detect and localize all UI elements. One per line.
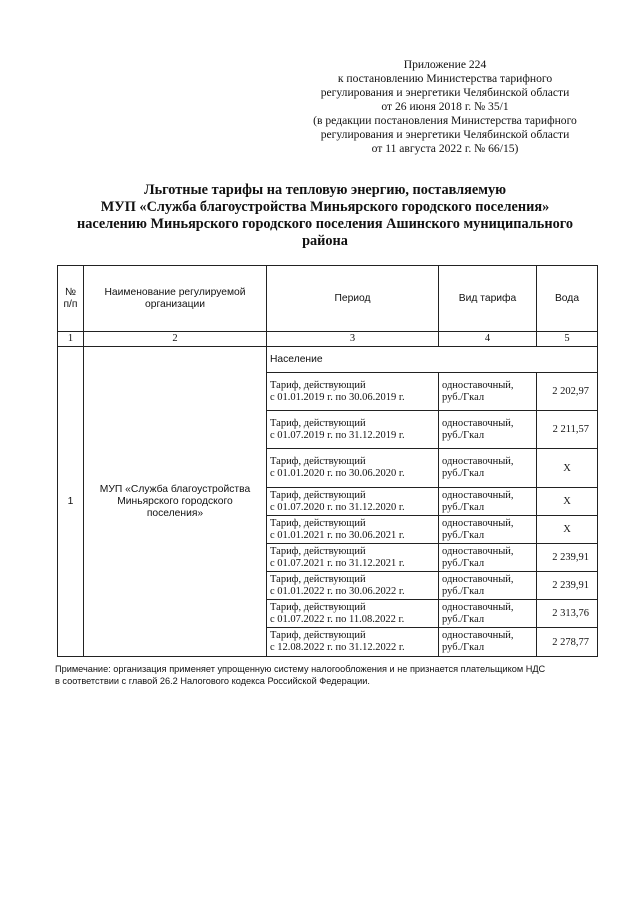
tariff-kind-line: одноставочный,: [442, 489, 514, 501]
tariff-kind-line: руб./Гкал: [442, 501, 485, 513]
tariff-kind-cell: [439, 572, 537, 600]
column-number: 3: [267, 332, 439, 347]
water-value: 2 239,91: [537, 572, 598, 600]
row-index: 1: [58, 347, 84, 657]
water-value: 2 278,77: [537, 628, 598, 657]
tariff-kind-line: одноставочный,: [442, 417, 514, 429]
document-title-line: района: [302, 233, 348, 249]
organization-name: [84, 347, 267, 657]
footnote-line: Примечание: организация применяет упрощенную систему налогообложения и не признается плательщиком НДС: [55, 664, 546, 674]
period-line: Тариф, действующий: [270, 517, 366, 529]
organization-name-line: Миньярского городского: [117, 495, 233, 507]
organization-name-line: МУП «Служба благоустройства: [99, 483, 251, 495]
tariff-kind-line: руб./Гкал: [442, 585, 485, 597]
period-line: с 01.07.2022 г. по 11.08.2022 г.: [270, 613, 405, 625]
tariff-kind-line: одноставочный,: [442, 379, 514, 391]
period-line: Тариф, действующий: [270, 379, 366, 391]
period-cell: [267, 411, 439, 449]
appendix-header: [270, 58, 620, 156]
period-cell: [267, 572, 439, 600]
period-cell: [267, 628, 439, 657]
tariff-kind-cell: [439, 516, 537, 544]
tariff-kind-line: руб./Гкал: [442, 642, 485, 653]
water-value: 2 313,76: [537, 600, 598, 628]
water-value: X: [537, 449, 598, 488]
tariff-kind-line: одноставочный,: [442, 573, 514, 585]
column-number: 2: [84, 332, 267, 347]
tariff-kind-line: руб./Гкал: [442, 468, 485, 479]
tariff-kind-line: одноставочный,: [442, 630, 514, 641]
tariff-kind-cell: [439, 544, 537, 572]
header-water: Вода: [537, 266, 598, 332]
appendix-header-line: к постановлению Министерства тарифного: [337, 72, 553, 85]
document-title-line: МУП «Служба благоустройства Миньярского городского поселения»: [100, 199, 550, 215]
period-cell: [267, 488, 439, 516]
organization-name-line: поселения»: [146, 507, 204, 519]
appendix-header-line: Приложение 224: [403, 58, 487, 71]
column-number: 4: [439, 332, 537, 347]
water-value: X: [537, 516, 598, 544]
header-number-line: №: [64, 286, 77, 298]
appendix-header-line: регулирования и энергетики Челябинской области: [320, 86, 570, 99]
period-line: с 01.07.2020 г. по 31.12.2020 г.: [270, 501, 405, 513]
tariff-kind-line: руб./Гкал: [442, 529, 485, 541]
tariff-table: [57, 265, 598, 657]
footnote-line: в соответствии с главой 26.2 Налогового кодекса Российской Федерации.: [55, 676, 370, 686]
tariff-kind-cell: [439, 411, 537, 449]
tariff-kind-cell: [439, 600, 537, 628]
period-line: Тариф, действующий: [270, 417, 366, 429]
header-organization-line: Наименование регулируемой: [104, 286, 246, 298]
document-title: [40, 182, 610, 250]
group-label: Население: [267, 347, 598, 373]
header-number: [58, 266, 84, 332]
column-numbers-row: [58, 332, 598, 347]
tariff-kind-line: одноставочный,: [442, 601, 514, 613]
period-line: Тариф, действующий: [270, 456, 366, 467]
appendix-header-line: от 26 июня 2018 г. № 35/1: [381, 100, 509, 113]
water-value: 2 211,57: [537, 411, 598, 449]
period-cell: [267, 544, 439, 572]
column-number: 5: [537, 332, 598, 347]
group-row: [58, 347, 598, 373]
tariff-kind-line: одноставочный,: [442, 456, 514, 467]
period-cell: [267, 600, 439, 628]
period-line: с 01.01.2022 г. по 30.06.2022 г.: [270, 585, 405, 597]
header-period: Период: [267, 266, 439, 332]
tariff-kind-line: руб./Гкал: [442, 557, 485, 569]
tariff-kind-line: руб./Гкал: [442, 429, 485, 441]
period-cell: [267, 449, 439, 488]
period-cell: [267, 516, 439, 544]
tariff-kind-line: одноставочный,: [442, 545, 514, 557]
header-organization: [84, 266, 267, 332]
period-line: Тариф, действующий: [270, 489, 366, 501]
tariff-kind-cell: [439, 373, 537, 411]
column-number: 1: [58, 332, 84, 347]
header-organization-line: организации: [145, 298, 205, 310]
water-value: X: [537, 488, 598, 516]
footnote: [55, 663, 615, 687]
period-line: с 01.01.2021 г. по 30.06.2021 г.: [270, 529, 405, 541]
header-tariff-kind: Вид тарифа: [439, 266, 537, 332]
document-title-line: Льготные тарифы на тепловую энергию, поставляемую: [143, 182, 507, 198]
appendix-header-line: от 11 августа 2022 г. № 66/15): [371, 142, 519, 155]
period-line: с 12.08.2022 г. по 31.12.2022 г.: [270, 642, 405, 653]
appendix-header-line: регулирования и энергетики Челябинской области: [320, 128, 570, 141]
period-line: с 01.01.2019 г. по 30.06.2019 г.: [270, 391, 405, 403]
tariff-kind-line: одноставочный,: [442, 517, 514, 529]
tariff-kind-cell: [439, 488, 537, 516]
period-line: с 01.01.2020 г. по 30.06.2020 г.: [270, 468, 405, 479]
period-line: Тариф, действующий: [270, 630, 366, 641]
tariff-kind-cell: [439, 628, 537, 657]
period-line: Тариф, действующий: [270, 545, 366, 557]
period-line: Тариф, действующий: [270, 601, 366, 613]
period-cell: [267, 373, 439, 411]
water-value: 2 239,91: [537, 544, 598, 572]
appendix-header-line: (в редакции постановления Министерства тарифного: [313, 114, 577, 127]
tariff-kind-cell: [439, 449, 537, 488]
table-header-row: [58, 266, 598, 332]
period-line: Тариф, действующий: [270, 573, 366, 585]
period-line: с 01.07.2021 г. по 31.12.2021 г.: [270, 557, 405, 569]
period-line: с 01.07.2019 г. по 31.12.2019 г.: [270, 429, 405, 441]
document-title-line: населению Миньярского городского поселения Ашинского муниципального: [76, 216, 574, 232]
tariff-kind-line: руб./Гкал: [442, 613, 485, 625]
header-number-line: п/п: [63, 298, 78, 310]
water-value: 2 202,97: [537, 373, 598, 411]
tariff-kind-line: руб./Гкал: [442, 391, 485, 403]
